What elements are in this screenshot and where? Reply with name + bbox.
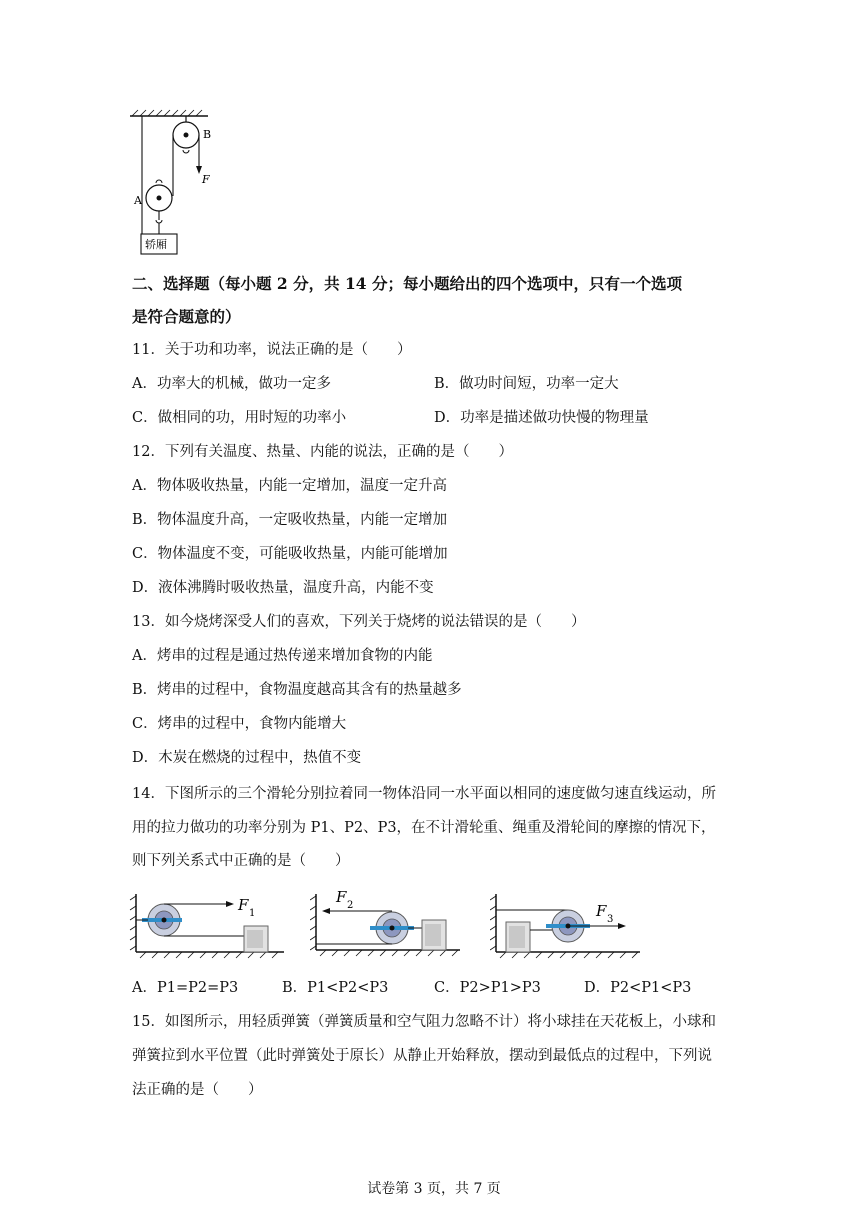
q14-f3-sub: 3 <box>607 914 614 925</box>
q11-option-c: C．做相同的功，用时短的功率小 <box>132 410 347 426</box>
q15-stem-line2: 弹簧拉到水平位置（此时弹簧处于原长）从静止开始释放，摆动到最低点的过程中，下列说 <box>132 1048 712 1064</box>
q14-f2-sub: 2 <box>347 900 354 911</box>
q11-option-a: A．功率大的机械，做功一定多 <box>132 376 331 392</box>
label-f: F <box>202 173 210 186</box>
q13-option-b: B．烤串的过程中，食物温度越高其含有的热量越多 <box>132 682 462 698</box>
q14-option-d: D．P2<P1<P3 <box>584 980 692 996</box>
q15-stem-line3: 法正确的是（ ） <box>132 1082 263 1098</box>
q14-figure-2 <box>310 884 470 960</box>
q12-option-d: D．液体沸腾时吸收热量，温度升高，内能不变 <box>132 580 434 596</box>
q14-stem-line2: 用的拉力做功的功率分别为 P1、P2、P3，在不计滑轮重、绳重及滑轮间的摩擦的情况下， <box>132 820 716 836</box>
q14-stem-line1: 14．下图所示的三个滑轮分别拉着同一物体沿同一水平面以相同的速度做匀速直线运动，所 <box>132 786 716 802</box>
page-footer: 试卷第 3 页，共 7 页 <box>367 1181 501 1197</box>
q13-option-c: C．烤串的过程中，食物内能增大 <box>132 716 347 732</box>
q14-option-a: A．P1=P2=P3 <box>132 980 239 996</box>
pulley-system-figure <box>128 108 228 258</box>
q14-f3-label: F <box>596 902 607 920</box>
q14-figure-3 <box>490 888 650 960</box>
q11-stem: 11．关于功和功率，说法正确的是（ ） <box>132 342 412 358</box>
q14-option-b: B．P1<P2<P3 <box>282 980 389 996</box>
q11-option-b: B．做功时间短，功率一定大 <box>434 376 619 392</box>
q13-option-d: D．木炭在燃烧的过程中，热值不变 <box>132 750 362 766</box>
q11-option-d: D．功率是描述做功快慢的物理量 <box>434 410 649 426</box>
q12-option-a: A．物体吸收热量，内能一定增加，温度一定升高 <box>132 478 447 494</box>
q14-figure-1 <box>128 888 288 960</box>
q12-option-c: C．物体温度不变，可能吸收热量，内能可能增加 <box>132 546 448 562</box>
car-label: 轿厢 <box>145 238 167 251</box>
label-b: B <box>203 128 212 141</box>
q13-option-a: A．烤串的过程是通过热传递来增加食物的内能 <box>132 648 433 664</box>
q13-stem: 13．如今烧烤深受人们的喜欢，下列关于烧烤的说法错误的是（ ） <box>132 614 586 630</box>
q14-option-c: C．P2>P1>P3 <box>434 980 541 996</box>
q14-f2-label: F <box>336 888 347 906</box>
q12-option-b: B．物体温度升高，一定吸收热量，内能一定增加 <box>132 512 448 528</box>
q14-stem-line3: 则下列关系式中正确的是（ ） <box>132 853 350 869</box>
q12-stem: 12．下列有关温度、热量、内能的说法，正确的是（ ） <box>132 444 513 460</box>
section-title-line1: 二、选择题（每小题 2 分，共 14 分；每小题给出的四个选项中，只有一个选项 <box>132 274 682 293</box>
q15-stem-line1: 15．如图所示，用轻质弹簧（弹簧质量和空气阻力忽略不计）将小球挂在天花板上，小球和 <box>132 1014 716 1030</box>
section-title-line2: 是符合题意的） <box>132 307 241 326</box>
q14-f1-sub: 1 <box>249 908 256 919</box>
q14-f1-label: F <box>238 896 249 914</box>
label-a: A <box>134 194 142 207</box>
